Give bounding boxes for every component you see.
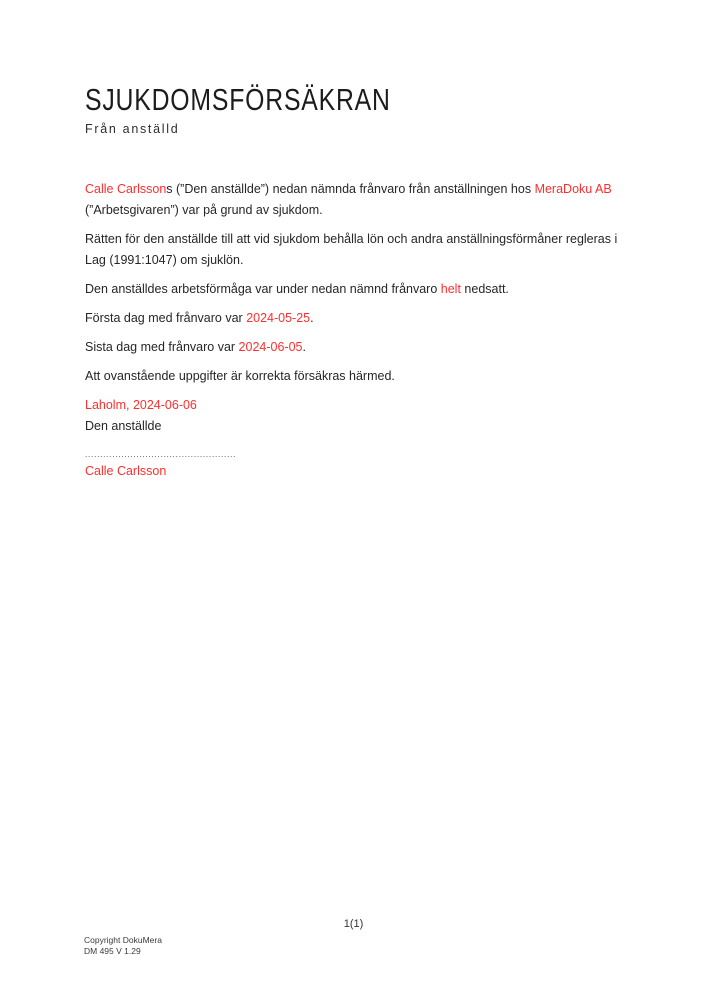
text-segment: Sista dag med frånvaro var	[85, 340, 239, 354]
field-value-red: MeraDoku AB	[534, 182, 612, 196]
signature-dotted-line: ..................................................	[85, 450, 237, 459]
paragraph	[85, 308, 630, 329]
footer-copyright-line1: Copyright DokuMera	[84, 935, 162, 945]
text-segment: Att ovanstående uppgifter är korrekta försäkras härmed.	[85, 369, 395, 383]
text-line	[85, 179, 630, 200]
field-value-red: Laholm, 2024-06-06	[85, 398, 197, 412]
text-segment: Den anställdes arbetsförmåga var under nedan nämnd frånvaro	[85, 282, 441, 296]
text-line	[85, 337, 630, 358]
text-segment: s (”Den anställde”) nedan nämnda frånvaro från anställningen hos	[166, 182, 535, 196]
paragraph	[85, 395, 630, 437]
text-segment: Första dag med frånvaro var	[85, 311, 247, 325]
paragraph	[85, 179, 630, 221]
paragraph	[85, 279, 630, 300]
signature-block	[85, 449, 630, 482]
paragraph	[85, 229, 630, 271]
text-line	[85, 395, 630, 416]
page-subtitle: Från anställd	[85, 122, 180, 136]
text-line	[85, 229, 630, 250]
text-line	[85, 416, 630, 437]
text-segment: nedsatt.	[460, 282, 509, 296]
field-value-red: Calle Carlsson	[85, 182, 167, 196]
text-segment: .	[310, 311, 314, 325]
paragraph	[85, 337, 630, 358]
document-body	[85, 179, 630, 437]
text-line	[85, 200, 630, 221]
text-segment: Lag (1991:1047) om sjuklön.	[85, 253, 244, 267]
document-content	[85, 84, 630, 482]
text-line	[85, 308, 630, 329]
text-segment: Rätten för den anställde till att vid sjukdom behålla lön och andra anställningsförmåner regleras i	[85, 232, 618, 246]
text-segment: (”Arbetsgivaren”) var på grund av sjukdom.	[85, 203, 323, 217]
text-line	[85, 279, 630, 300]
text-segment: Den anställde	[85, 419, 162, 433]
footer-version-line: DM 495 V 1.29	[84, 945, 141, 956]
page-number: 1(1)	[343, 918, 364, 930]
signature-name: Calle Carlsson	[85, 464, 167, 478]
field-value-red: 2024-05-25	[246, 311, 311, 325]
footer-copyright	[84, 935, 162, 956]
text-line	[85, 366, 630, 387]
text-line	[85, 250, 630, 271]
field-value-red: helt	[440, 282, 461, 296]
page-title: SJUKDOMSFÖRSÄKRAN	[85, 82, 391, 117]
text-segment: .	[302, 340, 306, 354]
field-value-red: 2024-06-05	[238, 340, 303, 354]
paragraph	[85, 366, 630, 387]
